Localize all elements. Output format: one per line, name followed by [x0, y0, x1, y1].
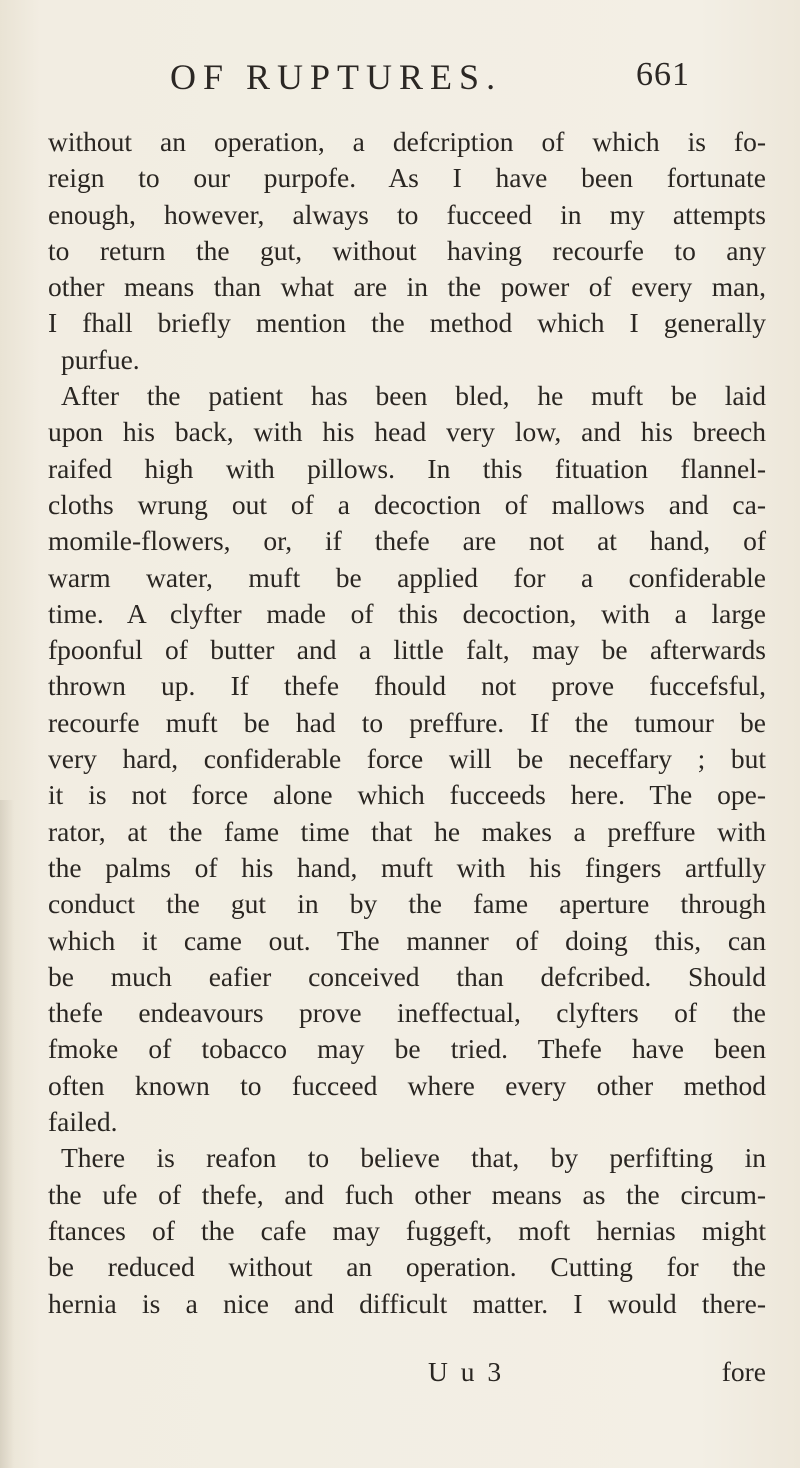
text-line: often known to fucceed where every other method: [48, 1069, 766, 1101]
text-line: other means than what are in the power of every man,: [48, 271, 766, 303]
page-footer: [48, 1356, 766, 1396]
text-line: momile-flowers, or, if thefe are not at hand, of: [48, 525, 766, 557]
text-line: ftances of the cafe may fuggeft, moft hernias might: [48, 1214, 766, 1246]
text-line: very hard, confiderable force will be neceffary ; but: [48, 743, 766, 775]
text-line: purfue.: [61, 343, 140, 375]
running-head-title: OF RUPTURES.: [170, 57, 503, 97]
text-line: upon his back, with his head very low, and his breech: [48, 416, 766, 448]
text-line: without an operation, a defcription of which is fo-: [48, 126, 766, 157]
text-line: recourfe muft be had to preffure. If the tumour be: [48, 706, 766, 738]
catchword: fore: [721, 1356, 766, 1387]
text-line: to return the gut, without having recourfe to any: [48, 234, 766, 266]
page-number: 661: [636, 56, 690, 93]
text-line: be much eafier conceived than defcribed. Should: [48, 960, 766, 992]
paragraph-start-line: There is reafon to believe that, by perfifting in: [61, 1142, 766, 1174]
text-line: cloths wrung out of a decoction of mallows and ca-: [48, 488, 766, 520]
text-line: thefe endeavours prove ineffectual, clyfters of the: [48, 997, 766, 1029]
text-line: reign to our purpofe. As I have been fortunate: [48, 162, 766, 194]
text-line: the ufe of thefe, and fuch other means as the circum-: [48, 1178, 766, 1210]
signature-mark: U u 3: [428, 1356, 505, 1387]
text-line: hernia is a nice and difficult matter. I would there-: [48, 1287, 766, 1319]
text-line: be reduced without an operation. Cutting for the: [48, 1251, 766, 1283]
text-line: time. A clyfter made of this decoction, with a large: [48, 597, 766, 629]
text-line: the palms of his hand, muft with his fingers artfully: [48, 851, 766, 883]
text-line: fmoke of tobacco may be tried. Thefe have been: [48, 1033, 766, 1065]
text-line: it is not force alone which fucceeds here. The ope-: [48, 779, 766, 811]
paragraph-start-line: After the patient has been bled, he muft be laid: [61, 380, 766, 412]
text-line: fpoonful of butter and a little falt, may be afterwards: [48, 634, 766, 666]
text-line: warm water, muft be applied for a confiderable: [48, 561, 766, 593]
text-line: thrown up. If thefe fhould not prove fuccefsful,: [48, 670, 766, 702]
running-head: [170, 56, 690, 106]
text-line: I fhall briefly mention the method which I generally: [48, 307, 766, 339]
body-text: [48, 124, 766, 1322]
text-line: conduct the gut in by the fame aperture through: [48, 888, 766, 920]
text-line: failed.: [48, 1106, 118, 1138]
page-gutter-shadow: [0, 800, 14, 1468]
text-line: rator, at the fame time that he makes a preffure with: [48, 815, 766, 847]
text-line: which it came out. The manner of doing this, can: [48, 924, 766, 956]
text-line: raifed high with pillows. In this fituation flannel-: [48, 452, 766, 484]
text-line: enough, however, always to fucceed in my attempts: [48, 198, 766, 230]
